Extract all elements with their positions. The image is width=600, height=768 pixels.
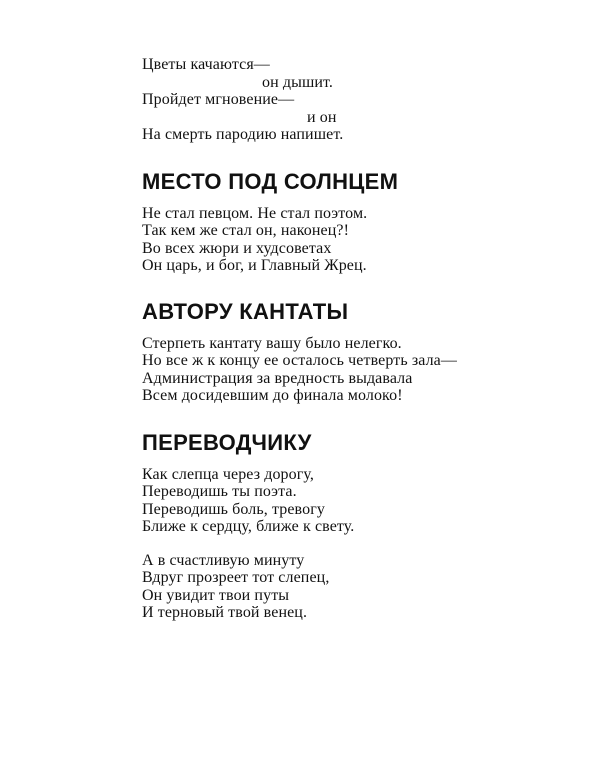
- poem3-s2-line-4: И терновый твой венец.: [142, 604, 308, 621]
- poem1-line-2: Так кем же стал он, наконец?!: [142, 222, 350, 239]
- epigram-line-3: Пройдет мгновение—: [142, 91, 295, 108]
- poem3-s2-line-2: Вдруг прозреет тот слепец,: [142, 569, 330, 586]
- epigram-line-2: он дышит.: [262, 73, 334, 91]
- poem1-line-4: Он царь, и бог, и Главный Жрец.: [142, 257, 367, 274]
- poem3-stanza-1: [142, 466, 562, 536]
- poem2-title: АВТОРУ КАНТАТЫ: [142, 298, 349, 324]
- poem2-line-2: Но все ж к концу ее осталось четверть зала—: [142, 352, 457, 369]
- poem1-title: МЕСТО ПОД СОЛНЦЕМ: [142, 168, 399, 194]
- poem2-line-4: Всем досидевшим до финала молоко!: [142, 387, 403, 404]
- poem3-s1-line-2: Переводишь ты поэта.: [142, 483, 297, 500]
- stanza-gap: [142, 536, 562, 552]
- poem1-line-3: Во всех жюри и худсоветах: [142, 239, 332, 257]
- poem3-s1-line-1: Как слепца через дорогу,: [142, 465, 315, 483]
- poem3-s1-line-3: Переводишь боль, тревогу: [142, 500, 325, 518]
- poem2-body: [142, 335, 562, 405]
- poem3-title: ПЕРЕВОДЧИКУ: [142, 429, 312, 455]
- poem3-s1-line-4: Ближе к сердцу, ближе к свету.: [142, 518, 355, 535]
- poem3-s2-line-3: Он увидит твои путы: [142, 586, 290, 604]
- poem3-stanza-2: [142, 552, 562, 622]
- poem1-body: [142, 205, 562, 275]
- epigram-line-1: Цветы качаются—: [142, 56, 270, 73]
- poem3-s2-line-1: А в счастливую минуту: [142, 551, 305, 569]
- poem1-line-1: Не стал певцом. Не стал поэтом.: [142, 204, 368, 222]
- page-content: [142, 56, 562, 622]
- epigram-line-5: На смерть пародию напишет.: [142, 126, 344, 143]
- poem2-line-3: Администрация за вредность выдавала: [142, 369, 413, 387]
- poem2-line-1: Стерпеть кантату вашу было нелегко.: [142, 334, 402, 352]
- epigram: [142, 56, 562, 144]
- epigram-line-4: и он: [307, 108, 337, 126]
